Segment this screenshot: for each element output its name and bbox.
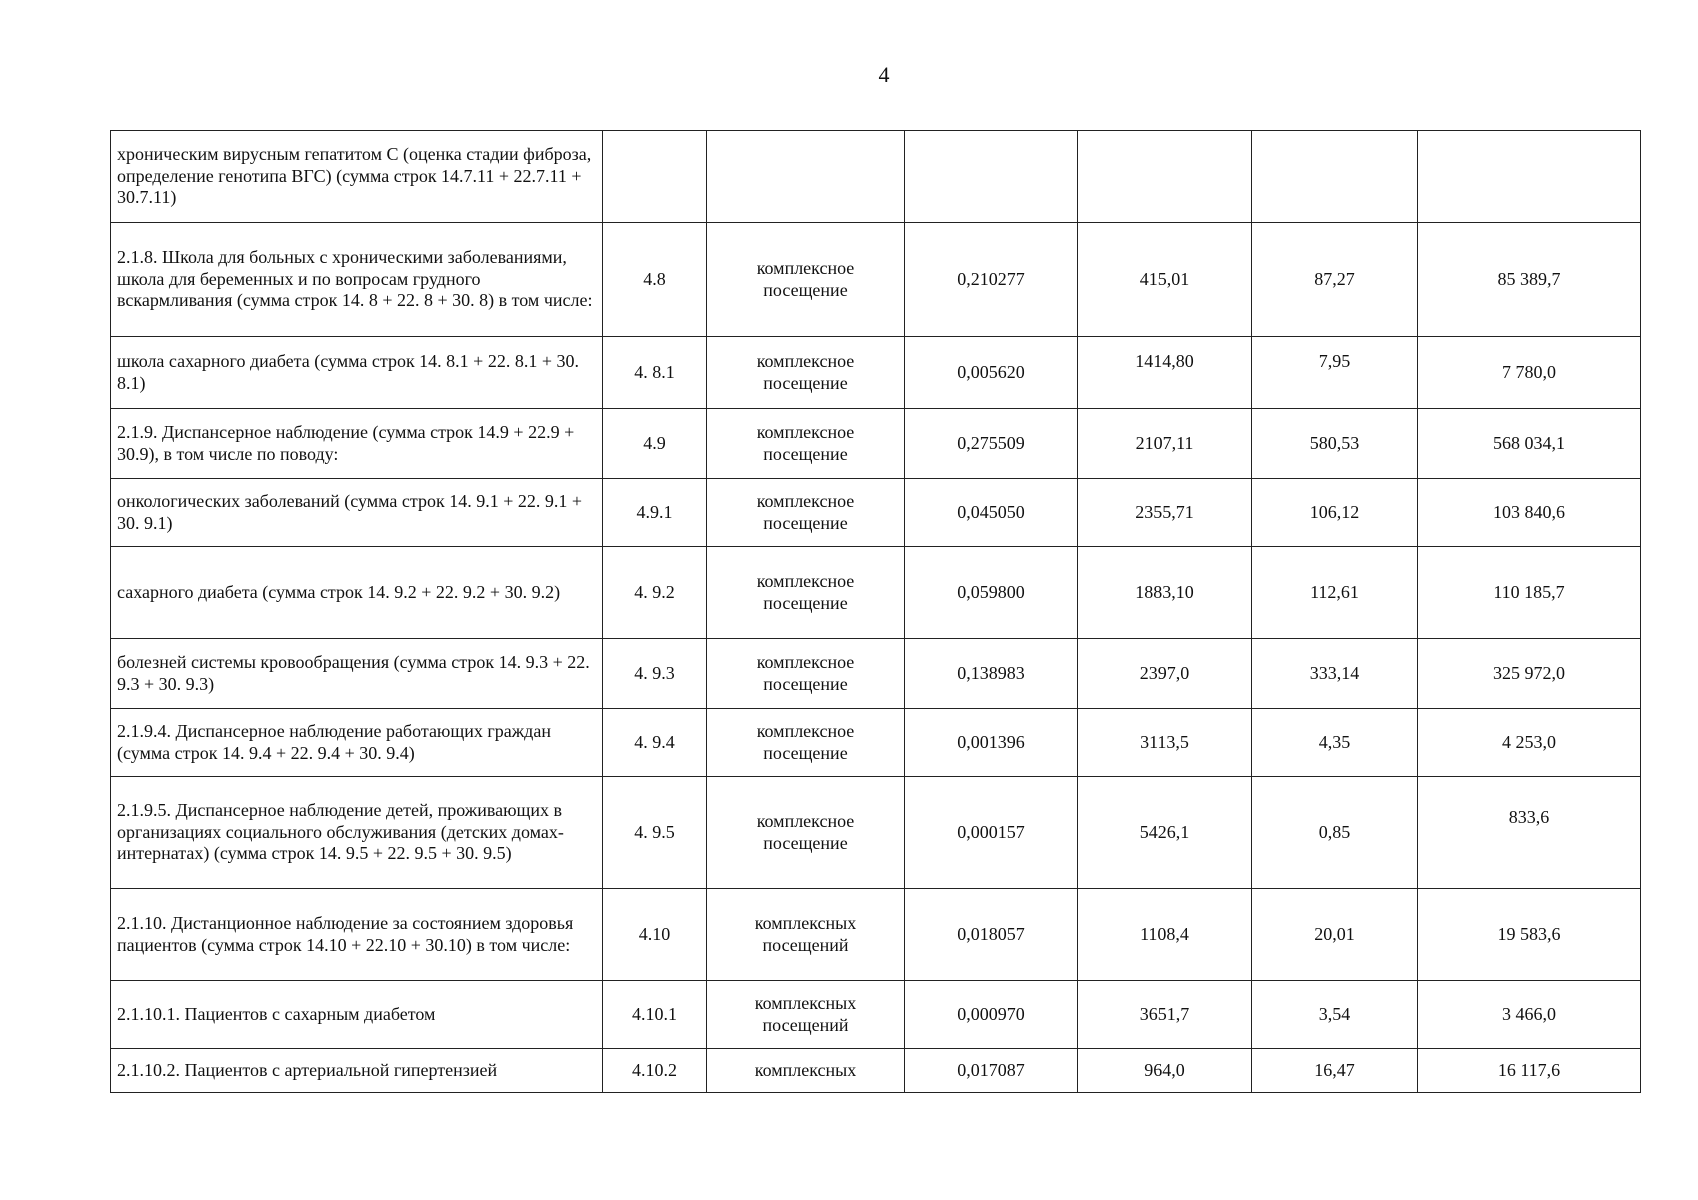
row-unit: комплексное посещение <box>707 409 905 479</box>
row-norm: 0,000157 <box>905 777 1078 889</box>
row-code: 4.8 <box>603 223 707 337</box>
row-description: онкологических заболеваний (сумма строк 14. 9.1 + 22. 9.1 + 30. 9.1) <box>111 479 603 547</box>
row-unit: комплексное посещение <box>707 479 905 547</box>
row-norm <box>905 131 1078 223</box>
row-description: 2.1.10.2. Пациентов с артериальной гипертензией <box>111 1049 603 1093</box>
row-code: 4. 9.4 <box>603 709 707 777</box>
row-norm: 0,059800 <box>905 547 1078 639</box>
row-cost: 415,01 <box>1078 223 1252 337</box>
row-per-capita: 3,54 <box>1252 981 1418 1049</box>
row-description: 2.1.9.5. Диспансерное наблюдение детей, проживающих в организациях социального обслуживания (детских домах- интернатах) (сумма строк 14. 9.5 + 22. 9.5 + 30. 9.5) <box>111 777 603 889</box>
row-code: 4.9.1 <box>603 479 707 547</box>
row-per-capita: 20,01 <box>1252 889 1418 981</box>
row-total <box>1418 131 1641 223</box>
row-norm: 0,045050 <box>905 479 1078 547</box>
row-code <box>603 131 707 223</box>
row-total: 568 034,1 <box>1418 409 1641 479</box>
row-cost: 2397,0 <box>1078 639 1252 709</box>
table-row <box>111 709 1641 777</box>
row-description: болезней системы кровообращения (сумма строк 14. 9.3 + 22. 9.3 + 30. 9.3) <box>111 639 603 709</box>
row-norm: 0,005620 <box>905 337 1078 409</box>
row-per-capita: 112,61 <box>1252 547 1418 639</box>
row-code: 4.9 <box>603 409 707 479</box>
row-cost: 1414,80 <box>1078 337 1252 409</box>
row-total: 85 389,7 <box>1418 223 1641 337</box>
table-row <box>111 981 1641 1049</box>
row-norm: 0,000970 <box>905 981 1078 1049</box>
table-row <box>111 131 1641 223</box>
row-total: 325 972,0 <box>1418 639 1641 709</box>
row-per-capita: 16,47 <box>1252 1049 1418 1093</box>
row-per-capita: 0,85 <box>1252 777 1418 889</box>
row-norm: 0,210277 <box>905 223 1078 337</box>
row-description: 2.1.10.1. Пациентов с сахарным диабетом <box>111 981 603 1049</box>
row-total: 103 840,6 <box>1418 479 1641 547</box>
row-total: 110 185,7 <box>1418 547 1641 639</box>
table-row <box>111 1049 1641 1093</box>
row-norm: 0,001396 <box>905 709 1078 777</box>
row-cost: 3651,7 <box>1078 981 1252 1049</box>
row-total: 16 117,6 <box>1418 1049 1641 1093</box>
row-cost: 1108,4 <box>1078 889 1252 981</box>
table-row <box>111 337 1641 409</box>
row-unit: комплексное посещение <box>707 639 905 709</box>
row-per-capita: 4,35 <box>1252 709 1418 777</box>
row-description: школа сахарного диабета (сумма строк 14. 8.1 + 22. 8.1 + 30. 8.1) <box>111 337 603 409</box>
row-per-capita: 106,12 <box>1252 479 1418 547</box>
row-description: 2.1.10. Дистанционное наблюдение за состоянием здоровья пациентов (сумма строк 14.10 + 22.10 + 30.10) в том числе: <box>111 889 603 981</box>
row-per-capita <box>1252 131 1418 223</box>
row-unit: комплексное посещение <box>707 337 905 409</box>
table-row <box>111 547 1641 639</box>
row-description: сахарного диабета (сумма строк 14. 9.2 + 22. 9.2 + 30. 9.2) <box>111 547 603 639</box>
row-cost: 964,0 <box>1078 1049 1252 1093</box>
row-total: 19 583,6 <box>1418 889 1641 981</box>
table-row <box>111 479 1641 547</box>
row-cost: 1883,10 <box>1078 547 1252 639</box>
row-code: 4. 9.3 <box>603 639 707 709</box>
row-unit: комплексное посещение <box>707 709 905 777</box>
row-norm: 0,018057 <box>905 889 1078 981</box>
page-number: 4 <box>878 62 890 87</box>
table-row <box>111 777 1641 889</box>
row-description: 2.1.8. Школа для больных с хроническими заболеваниями, школа для беременных и по вопросам грудного вскармливания (сумма строк 14. 8 + 22. 8 + 30. 8) в том числе: <box>111 223 603 337</box>
row-total: 3 466,0 <box>1418 981 1641 1049</box>
row-unit: комплексных посещений <box>707 981 905 1049</box>
row-norm: 0,275509 <box>905 409 1078 479</box>
row-per-capita: 333,14 <box>1252 639 1418 709</box>
row-code: 4.10.2 <box>603 1049 707 1093</box>
row-per-capita: 87,27 <box>1252 223 1418 337</box>
row-per-capita: 7,95 <box>1252 337 1418 409</box>
row-unit: комплексное посещение <box>707 223 905 337</box>
row-norm: 0,017087 <box>905 1049 1078 1093</box>
standards-table <box>110 130 1641 1093</box>
table-row <box>111 223 1641 337</box>
row-per-capita: 580,53 <box>1252 409 1418 479</box>
row-total: 7 780,0 <box>1418 337 1641 409</box>
row-unit: комплексных <box>707 1049 905 1093</box>
row-code: 4. 8.1 <box>603 337 707 409</box>
row-code: 4.10.1 <box>603 981 707 1049</box>
row-total: 4 253,0 <box>1418 709 1641 777</box>
row-cost <box>1078 131 1252 223</box>
row-cost: 2355,71 <box>1078 479 1252 547</box>
row-cost: 5426,1 <box>1078 777 1252 889</box>
row-description: хроническим вирусным гепатитом С (оценка стадии фиброза, определение генотипа ВГС) (сумма строк 14.7.11 + 22.7.11 + 30.7.11) <box>111 131 603 223</box>
row-code: 4. 9.5 <box>603 777 707 889</box>
row-total: 833,6 <box>1418 777 1641 889</box>
row-code: 4.10 <box>603 889 707 981</box>
row-norm: 0,138983 <box>905 639 1078 709</box>
row-description: 2.1.9.4. Диспансерное наблюдение работающих граждан (сумма строк 14. 9.4 + 22. 9.4 + 30. 9.4) <box>111 709 603 777</box>
row-cost: 3113,5 <box>1078 709 1252 777</box>
row-cost: 2107,11 <box>1078 409 1252 479</box>
row-unit: комплексных посещений <box>707 889 905 981</box>
table-row <box>111 639 1641 709</box>
row-unit: комплексное посещение <box>707 547 905 639</box>
row-unit: комплексное посещение <box>707 777 905 889</box>
table-row <box>111 409 1641 479</box>
row-code: 4. 9.2 <box>603 547 707 639</box>
row-unit <box>707 131 905 223</box>
row-description: 2.1.9. Диспансерное наблюдение (сумма строк 14.9 + 22.9 + 30.9), в том числе по поводу: <box>111 409 603 479</box>
table-row <box>111 889 1641 981</box>
